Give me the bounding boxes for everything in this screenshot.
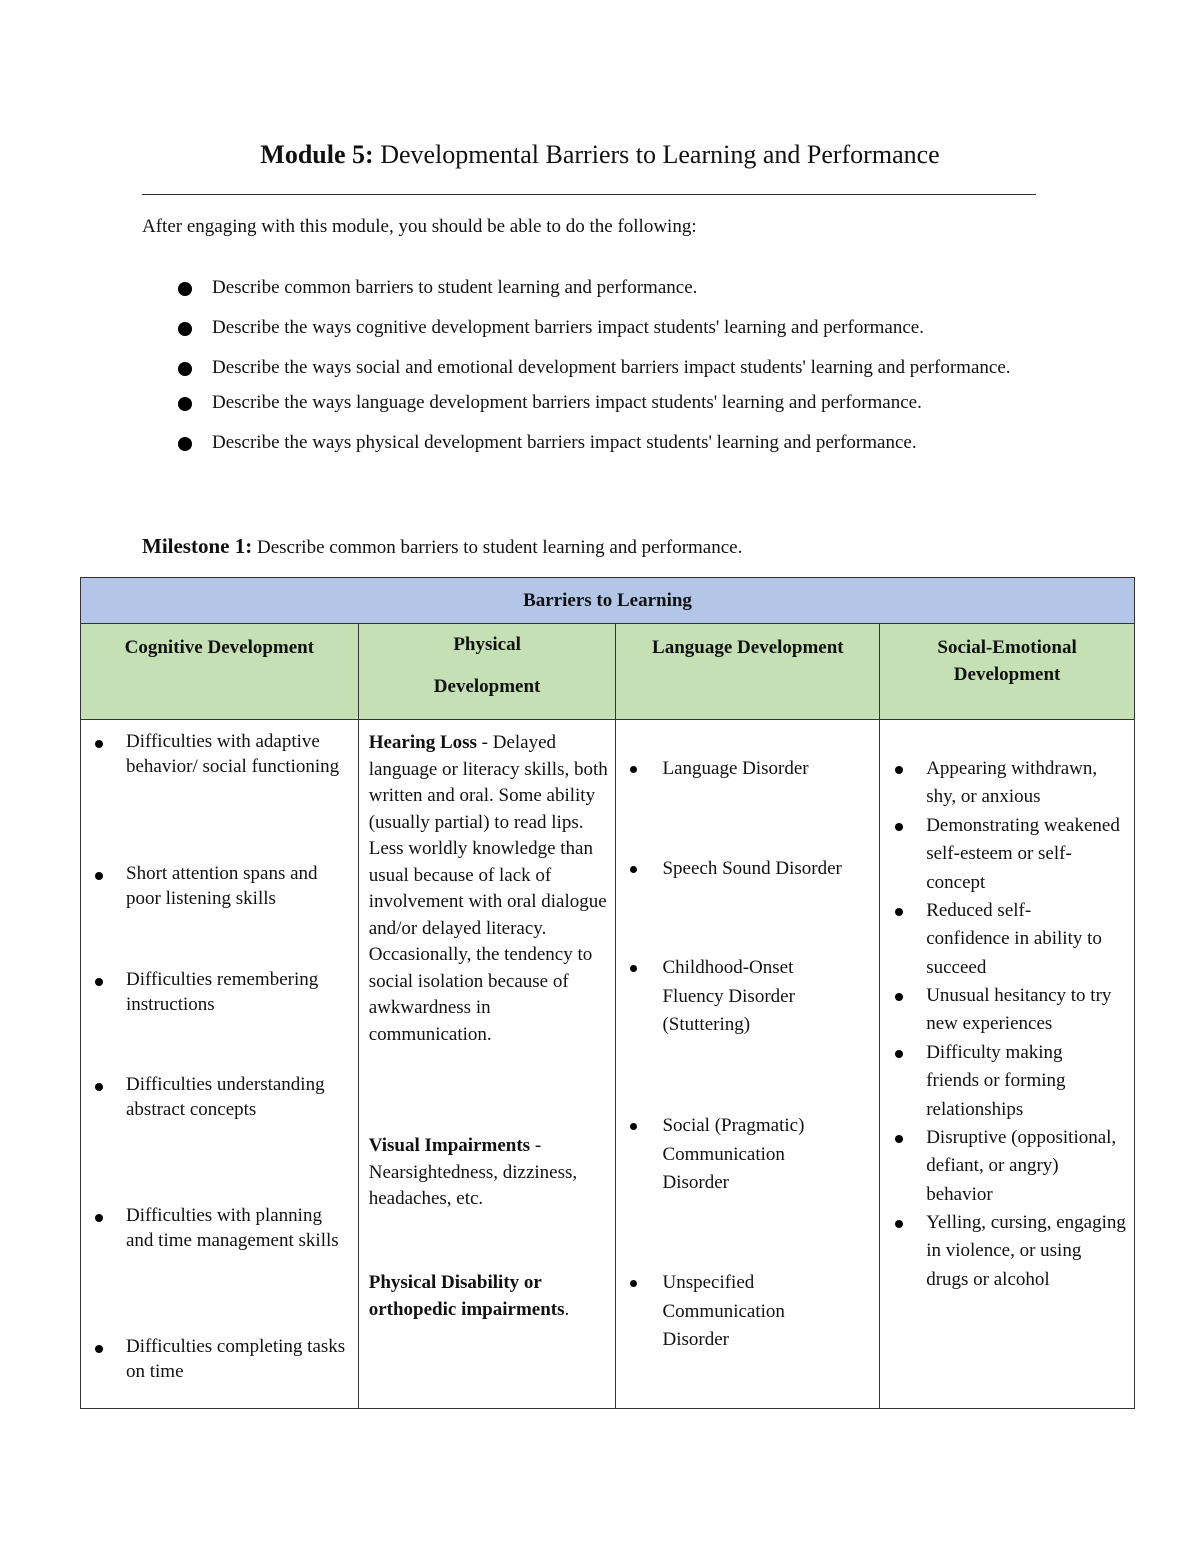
bullet-icon: [895, 766, 903, 774]
intro-text: After engaging with this module, you should be able to do the following:: [142, 216, 697, 237]
bullet-icon: [895, 1220, 903, 1228]
col-header-cognitive-label: Cognitive Development: [124, 637, 315, 658]
visual-impairments-entry: [369, 1133, 610, 1213]
title-module-label: Module 5:: [260, 140, 374, 169]
hearing-loss-entry: [369, 730, 610, 1048]
hearing-loss-text: - Delayed language or literacy skills, both written and oral. Some ability (usually partial) to read lips. Less worldly knowledge than usual because of lack of involvement with oral dialogue and/or delayed literacy. Occasionally, the tendency to social isolation because of awkwardness in communication.: [368, 732, 608, 1045]
list-item-text: Childhood-Onset Fluency Disorder (Stuttering): [662, 957, 795, 1035]
objective-item: [175, 312, 1035, 343]
col-header-social-line2: Development: [953, 664, 1061, 685]
col-header-language: [616, 624, 880, 720]
bullet-icon: [95, 1083, 103, 1091]
physical-disability-text: .: [564, 1298, 570, 1320]
list-item-text: Difficulties completing tasks on time: [126, 1336, 346, 1382]
list-item-text: Difficulty making friends or forming relationships: [926, 1042, 1066, 1120]
list-item-text: Language Disorder: [662, 758, 809, 779]
objective-item: [175, 352, 1035, 383]
list-item-text: Demonstrating weakened self-esteem or self-concept: [926, 815, 1120, 893]
bullet-icon: [178, 437, 192, 451]
visual-impairments-title: Visual Impairments: [368, 1135, 531, 1156]
bullet-icon: [95, 1214, 103, 1222]
milestone-label: Milestone 1:: [142, 534, 253, 558]
bullet-icon: [895, 993, 903, 1001]
physical-disability-title: Physical Disability or orthopedic impairments: [368, 1272, 565, 1320]
objective-item: [175, 427, 1035, 458]
objective-text: Describe the ways cognitive development barriers impact students' learning and performance.: [212, 317, 924, 338]
language-cell: [616, 720, 880, 1409]
bullet-icon: [630, 1123, 637, 1130]
list-item-text: Speech Sound Disorder: [662, 858, 842, 879]
bullet-icon: [178, 282, 192, 296]
bullet-icon: [95, 978, 103, 986]
list-item-text: Difficulties with planning and time management skills: [126, 1205, 339, 1251]
bullet-icon: [178, 397, 192, 411]
title-rule: [142, 194, 1036, 195]
page-title: [0, 140, 1200, 170]
col-header-physical-line2: Development: [433, 676, 541, 697]
objective-text: Describe the ways social and emotional development barriers impact students' learning and performance.: [212, 357, 1011, 378]
col-header-physical-line1: Physical: [453, 634, 521, 655]
list-item-text: Reduced self-confidence in ability to succeed: [926, 900, 1102, 978]
social-emotional-cell: [880, 720, 1135, 1409]
bullet-icon: [95, 872, 103, 880]
cognitive-cell: [81, 720, 359, 1409]
table-title: Barriers to Learning: [81, 578, 1135, 624]
bullet-icon: [895, 908, 903, 916]
bullet-icon: [178, 362, 192, 376]
list-item-text: Unusual hesitancy to try new experiences: [926, 985, 1112, 1035]
list-item-text: Short attention spans and poor listening skills: [126, 863, 318, 909]
list-item-text: Social (Pragmatic) Communication Disorder: [662, 1115, 805, 1193]
list-item-text: Unspecified Communication Disorder: [662, 1272, 785, 1350]
objective-text: Describe common barriers to student learning and performance.: [212, 277, 698, 298]
list-item-text: Disruptive (oppositional, defiant, or angry) behavior: [926, 1127, 1117, 1205]
hearing-loss-title: Hearing Loss: [368, 732, 477, 753]
col-header-cognitive: [81, 624, 359, 720]
milestone-text: Describe common barriers to student learning and performance.: [252, 537, 743, 558]
barriers-table: [80, 577, 1135, 1409]
list-item-text: Difficulties remembering instructions: [126, 969, 319, 1015]
bullet-icon: [895, 823, 903, 831]
physical-cell: [358, 720, 616, 1409]
bullet-icon: [895, 1135, 903, 1143]
col-header-physical: [358, 624, 616, 720]
bullet-icon: [95, 1345, 103, 1353]
objective-text: Describe the ways physical development barriers impact students' learning and performance.: [212, 432, 917, 453]
objective-item: [175, 387, 1035, 418]
list-item-text: Difficulties understanding abstract concepts: [126, 1074, 325, 1120]
bullet-icon: [630, 965, 637, 972]
title-text: Developmental Barriers to Learning and Performance: [373, 140, 940, 169]
objective-item: [175, 272, 1035, 303]
col-header-language-label: Language Development: [652, 637, 844, 658]
objectives-list: [175, 272, 1035, 467]
bullet-icon: [630, 1280, 637, 1287]
physical-disability-entry: [369, 1270, 586, 1323]
list-item-text: Difficulties with adaptive behavior/ social functioning: [126, 731, 340, 777]
bullet-icon: [630, 866, 637, 873]
visual-impairments-text: - Nearsightedness, dizziness, headaches, etc.: [368, 1135, 578, 1209]
col-header-social-line1: Social-Emotional: [937, 637, 1077, 658]
milestone-heading: [142, 534, 742, 559]
bullet-icon: [95, 740, 103, 748]
objective-text: Describe the ways language development barriers impact students' learning and performance.: [212, 392, 922, 413]
bullet-icon: [895, 1050, 903, 1058]
list-item-text: Appearing withdrawn, shy, or anxious: [926, 758, 1098, 808]
bullet-icon: [178, 322, 192, 336]
bullet-icon: [630, 766, 637, 773]
list-item-text: Yelling, cursing, engaging in violence, or using drugs or alcohol: [926, 1212, 1126, 1290]
col-header-social: [880, 624, 1135, 720]
